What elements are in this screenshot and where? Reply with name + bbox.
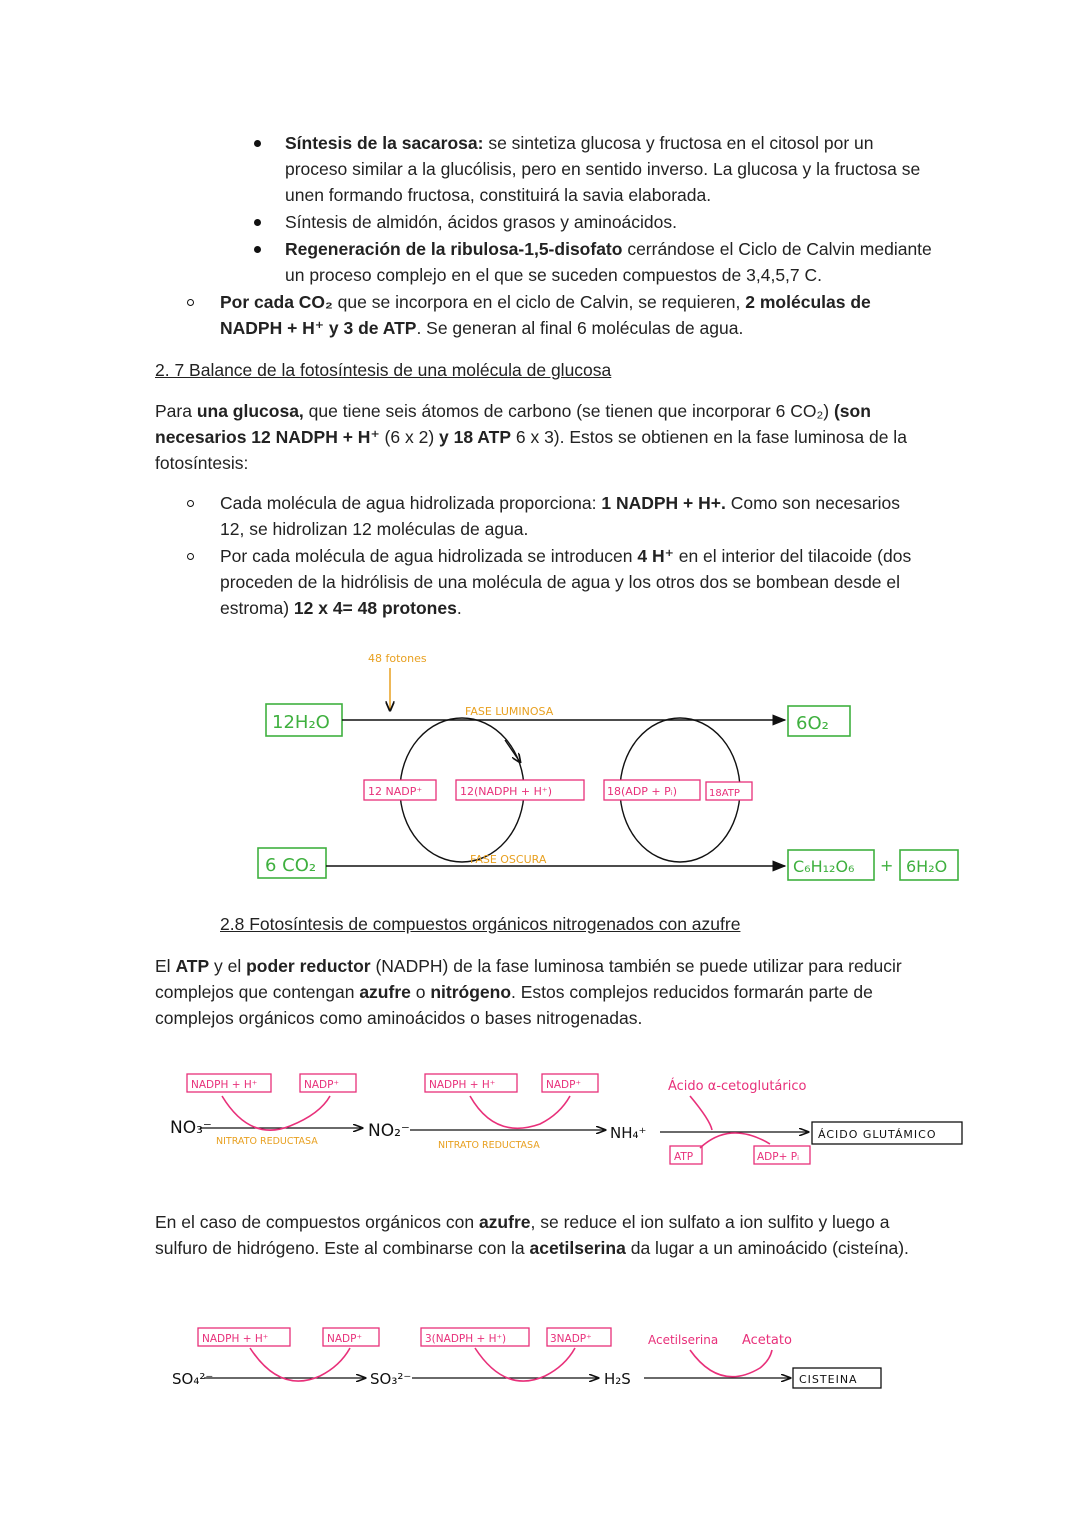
- so3-label: SO₃²⁻: [370, 1370, 412, 1388]
- acetato-label: Acetato: [742, 1333, 792, 1348]
- o2-label: 6O₂: [796, 713, 829, 734]
- list-item: Por cada molécula de agua hidrolizada se introducen 4 H⁺ en el interior del tilacoide (dos proceden de la hidrólisis de una molécula de agua y los otros dos se bombean desde el estroma) 12 x 4= 48 protones.: [220, 546, 912, 618]
- bullet-icon: [254, 140, 261, 147]
- plus-label: +: [880, 856, 894, 875]
- nadp1-label: NADP⁺: [327, 1333, 362, 1345]
- nitrogen-diagram: [0, 1060, 1080, 1170]
- nadph2-label: NADPH + H⁺: [429, 1079, 496, 1091]
- no2-label: NO₂⁻: [368, 1121, 410, 1141]
- atp-label: 18ATP: [709, 788, 740, 799]
- bullet-circle-icon: [187, 500, 194, 507]
- nadp2-label: 3NADP⁺: [550, 1333, 592, 1345]
- bullet-icon: [254, 246, 261, 253]
- acetilserina-curve: [690, 1350, 772, 1377]
- protones-label: 48 fotones: [368, 652, 427, 665]
- nadph1-label: NADPH + H⁺: [191, 1079, 258, 1091]
- coupling-curve-3: [250, 1348, 350, 1381]
- fase-oscura-label: FASE OSCURA: [470, 853, 547, 866]
- paragraph: Para una glucosa, que tiene seis átomos de carbono (se tienen que incorporar 6 CO₂) (son necesarios 12 NADPH + H⁺ (6 x 2) y 18 ATP 6 x 3). Estos se obtienen en la fase luminosa de la fotosíntesis:: [155, 401, 907, 473]
- nadp-label: 12 NADP⁺: [368, 785, 423, 798]
- water-out-label: 6H₂O: [906, 857, 948, 876]
- bullet-icon: [254, 219, 261, 226]
- photosynthesis-balance-diagram: [0, 640, 1080, 900]
- enzyme1-label: NITRATO REDUCTASA: [216, 1136, 318, 1147]
- adp-label: ADP+ Pᵢ: [757, 1151, 799, 1163]
- h2o-label: 12H₂O: [272, 712, 330, 733]
- acetilserina-label: Acetilserina: [648, 1333, 719, 1347]
- section-heading: 2.8 Fotosíntesis de compuestos orgánicos nitrogenados con azufre: [220, 914, 741, 934]
- coupling-curve-4: [475, 1348, 575, 1381]
- nh4-label: NH₄⁺: [610, 1124, 647, 1142]
- nadp1-label: NADP⁺: [304, 1079, 339, 1091]
- list-item: Síntesis de almidón, ácidos grasos y aminoácidos.: [285, 212, 678, 232]
- co2-label: 6 CO₂: [265, 855, 317, 876]
- cycle-arrow: [505, 740, 520, 762]
- list-item: Regeneración de la ribulosa-1,5-disofato cerrándose el Ciclo de Calvin mediante un proceso complejo en el que se suceden compuestos de 3,4,5,7 C.: [285, 239, 932, 285]
- h2s-label: H₂S: [604, 1370, 631, 1388]
- sulfur-diagram: [0, 1320, 1080, 1400]
- list-item: Cada molécula de agua hidrolizada proporciona: 1 NADPH + H+. Como son necesarios 12, se hidrolizan 12 moléculas de agua.: [220, 493, 900, 539]
- coupling-curve-2: [470, 1096, 570, 1128]
- nadph1-label: NADPH + H⁺: [202, 1333, 269, 1345]
- paragraph: El ATP y el poder reductor (NADPH) de la fase luminosa también se puede utilizar para reducir complejos que contengan azufre o nitrógeno. Estos complejos reducidos formarán parte de complejos orgánicos como aminoácidos o bases nitrogenadas.: [155, 956, 902, 1028]
- glutamico-label: ÁCIDO GLUTÁMICO: [818, 1128, 937, 1141]
- fase-luminosa-label: FASE LUMINOSA: [465, 705, 554, 718]
- nadph2-label: 3(NADPH + H⁺): [425, 1333, 507, 1345]
- keto-curve: [690, 1096, 712, 1130]
- cisteina-label: CISTEINA: [799, 1373, 858, 1386]
- no3-label: NO₃⁻: [170, 1118, 212, 1138]
- bullet-circle-icon: [187, 299, 194, 306]
- list-item: Síntesis de la sacarosa: se sintetiza glucosa y fructosa en el citosol por un proceso similar a la glucólisis, pero en sentido inverso. La glucosa y la fructosa se unen formando fructosa, constituirá la savia elaborada.: [285, 133, 921, 205]
- atp-label: ATP: [674, 1151, 694, 1163]
- nadp2-label: NADP⁺: [546, 1079, 581, 1091]
- coupling-curve-1: [222, 1096, 330, 1130]
- bullet-circle-icon: [187, 553, 194, 560]
- co2-note: Por cada CO₂ que se incorpora en el ciclo de Calvin, se requieren, 2 moléculas de NADPH + H⁺ y 3 de ATP. Se generan al final 6 moléculas de agua.: [220, 292, 871, 338]
- nadph-label: 12(NADPH + H⁺): [460, 785, 552, 798]
- so4-label: SO₄²⁻: [172, 1370, 214, 1388]
- section-heading: 2. 7 Balance de la fotosíntesis de una molécula de glucosa: [155, 360, 612, 380]
- keto-label: Ácido α-cetoglutárico: [668, 1079, 807, 1094]
- adp-label: 18(ADP + Pᵢ): [607, 785, 678, 798]
- glucose-label: C₆H₁₂O₆: [793, 857, 855, 876]
- enzyme2-label: NITRATO REDUCTASA: [438, 1140, 540, 1151]
- paragraph: En el caso de compuestos orgánicos con azufre, se reduce el ion sulfato a ion sulfito y luego a sulfuro de hidrógeno. Este al combinarse con la acetilserina da lugar a un aminoácido (cisteína).: [155, 1212, 909, 1258]
